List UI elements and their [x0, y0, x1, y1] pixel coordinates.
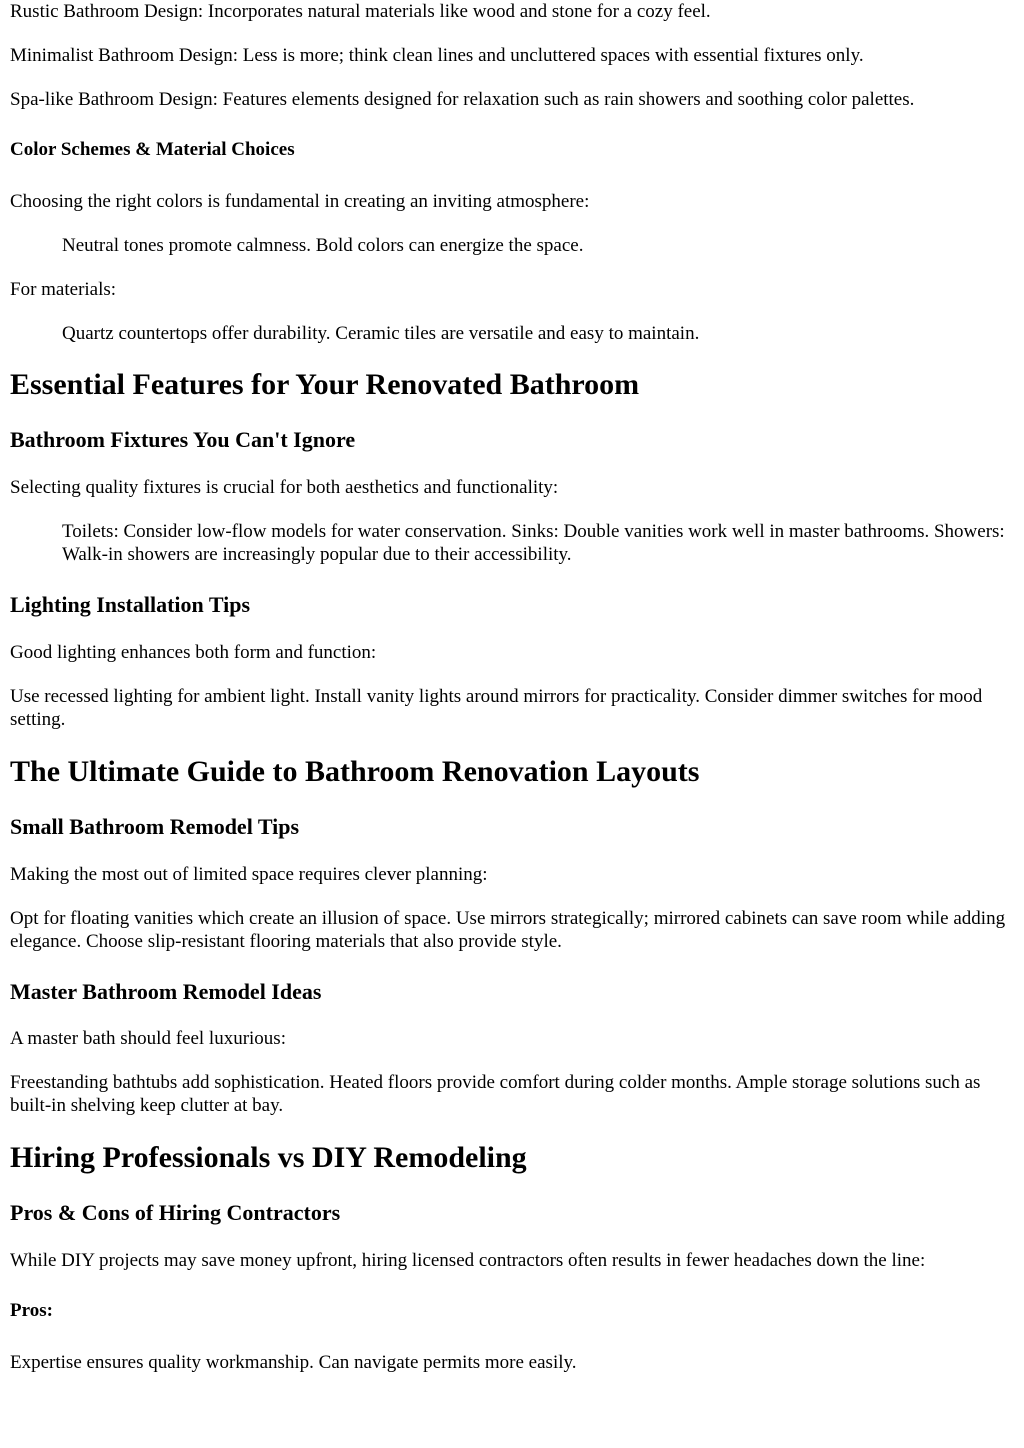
design-type-spa: Spa-like Bathroom Design: Features elements designed for relaxation such as rain showers and soothing color palettes.: [10, 89, 915, 110]
master-bathroom-list: Freestanding bathtubs add sophistication. Heated floors provide comfort during colder months. Ample storage solutions such as built-in shelving keep clutter at bay.: [10, 1072, 981, 1116]
fixtures-intro: Selecting quality fixtures is crucial for both aesthetics and functionality:: [10, 477, 559, 498]
pros-cons-heading: Pros & Cons of Hiring Contractors: [10, 1200, 341, 1225]
section-heading-layouts: The Ultimate Guide to Bathroom Renovation Layouts: [10, 755, 700, 788]
small-bathroom-heading: Small Bathroom Remodel Tips: [10, 814, 300, 839]
color-list: Neutral tones promote calmness. Bold colors can energize the space.: [62, 235, 584, 256]
design-type-rustic: Rustic Bathroom Design: Incorporates natural materials like wood and stone for a cozy feel.: [10, 1, 711, 22]
color-intro: Choosing the right colors is fundamental in creating an inviting atmosphere:: [10, 191, 590, 212]
pros-label: Pros:: [10, 1300, 53, 1321]
section-heading-hiring: Hiring Professionals vs DIY Remodeling: [10, 1141, 527, 1174]
lighting-heading: Lighting Installation Tips: [10, 592, 251, 617]
section-heading-features: Essential Features for Your Renovated Bathroom: [10, 368, 640, 401]
pros-list: Expertise ensures quality workmanship. Can navigate permits more easily.: [10, 1352, 577, 1373]
small-bathroom-intro: Making the most out of limited space requires clever planning:: [10, 864, 488, 885]
master-bathroom-heading: Master Bathroom Remodel Ideas: [10, 979, 322, 1004]
materials-list: Quartz countertops offer durability. Ceramic tiles are versatile and easy to maintain.: [62, 323, 700, 344]
small-bathroom-list: Opt for floating vanities which create an illusion of space. Use mirrors strategically; mirrored cabinets can save room while adding elegance. Choose slip-resistant flooring materials that also provide style.: [10, 908, 1006, 952]
master-bathroom-intro: A master bath should feel luxurious:: [10, 1028, 286, 1049]
fixtures-heading: Bathroom Fixtures You Can't Ignore: [10, 427, 356, 452]
fixtures-list: Toilets: Consider low-flow models for water conservation. Sinks: Double vanities work well in master bathrooms. Showers: Walk-in showers are increasingly popular due to their accessibility.: [62, 521, 1005, 565]
lighting-intro: Good lighting enhances both form and function:: [10, 642, 377, 663]
design-type-minimalist: Minimalist Bathroom Design: Less is more; think clean lines and uncluttered spaces with essential fixtures only.: [10, 45, 864, 66]
lighting-list: Use recessed lighting for ambient light. Install vanity lights around mirrors for practicality. Consider dimmer switches for mood setting.: [10, 686, 983, 730]
materials-intro: For materials:: [10, 279, 117, 300]
color-schemes-heading: Color Schemes & Material Choices: [10, 139, 295, 160]
hiring-intro: While DIY projects may save money upfront, hiring licensed contractors often results in fewer headaches down the line:: [10, 1250, 926, 1271]
